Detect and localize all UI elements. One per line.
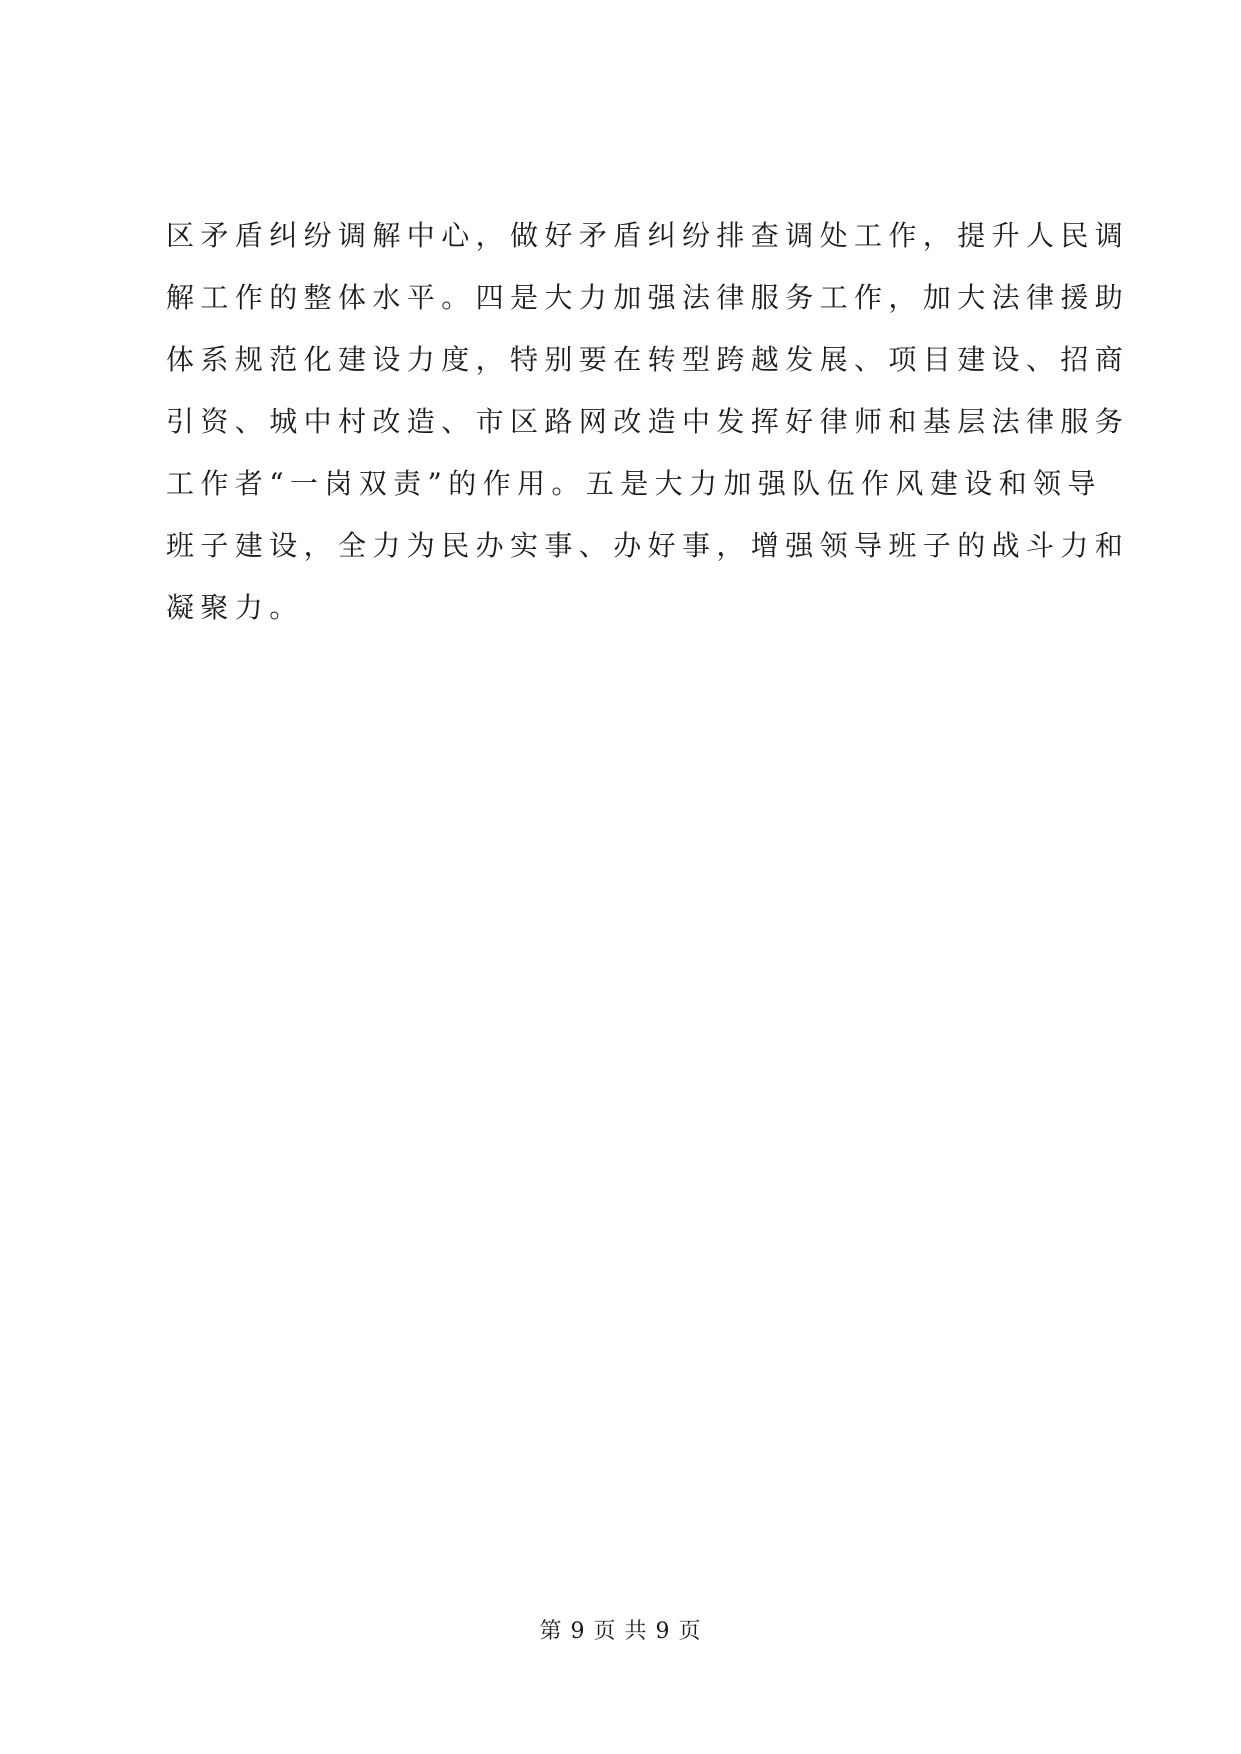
paragraph-line: 区矛盾纠纷调解中心，做好矛盾纠纷排查调处工作，提升人民调: [166, 219, 1130, 252]
paragraph-line: 班子建设，全力为民办实事、办好事，增强领导班子的战斗力和: [166, 529, 1130, 562]
page-footer: 第 9 页 共 9 页: [539, 1619, 702, 1644]
paragraph-line: 工作者“一岗双责”的作用。五是大力加强队伍作风建设和领导: [166, 467, 1102, 500]
paragraph-line: 引资、城中村改造、市区路网改造中发挥好律师和基层法律服务: [166, 405, 1130, 438]
body-paragraph: [166, 205, 1130, 639]
paragraph-line: 解工作的整体水平。四是大力加强法律服务工作，加大法律援助: [166, 281, 1130, 314]
paragraph-line: 凝聚力。: [166, 591, 304, 624]
paragraph-line: 体系规范化建设力度，特别要在转型跨越发展、项目建设、招商: [166, 343, 1130, 376]
